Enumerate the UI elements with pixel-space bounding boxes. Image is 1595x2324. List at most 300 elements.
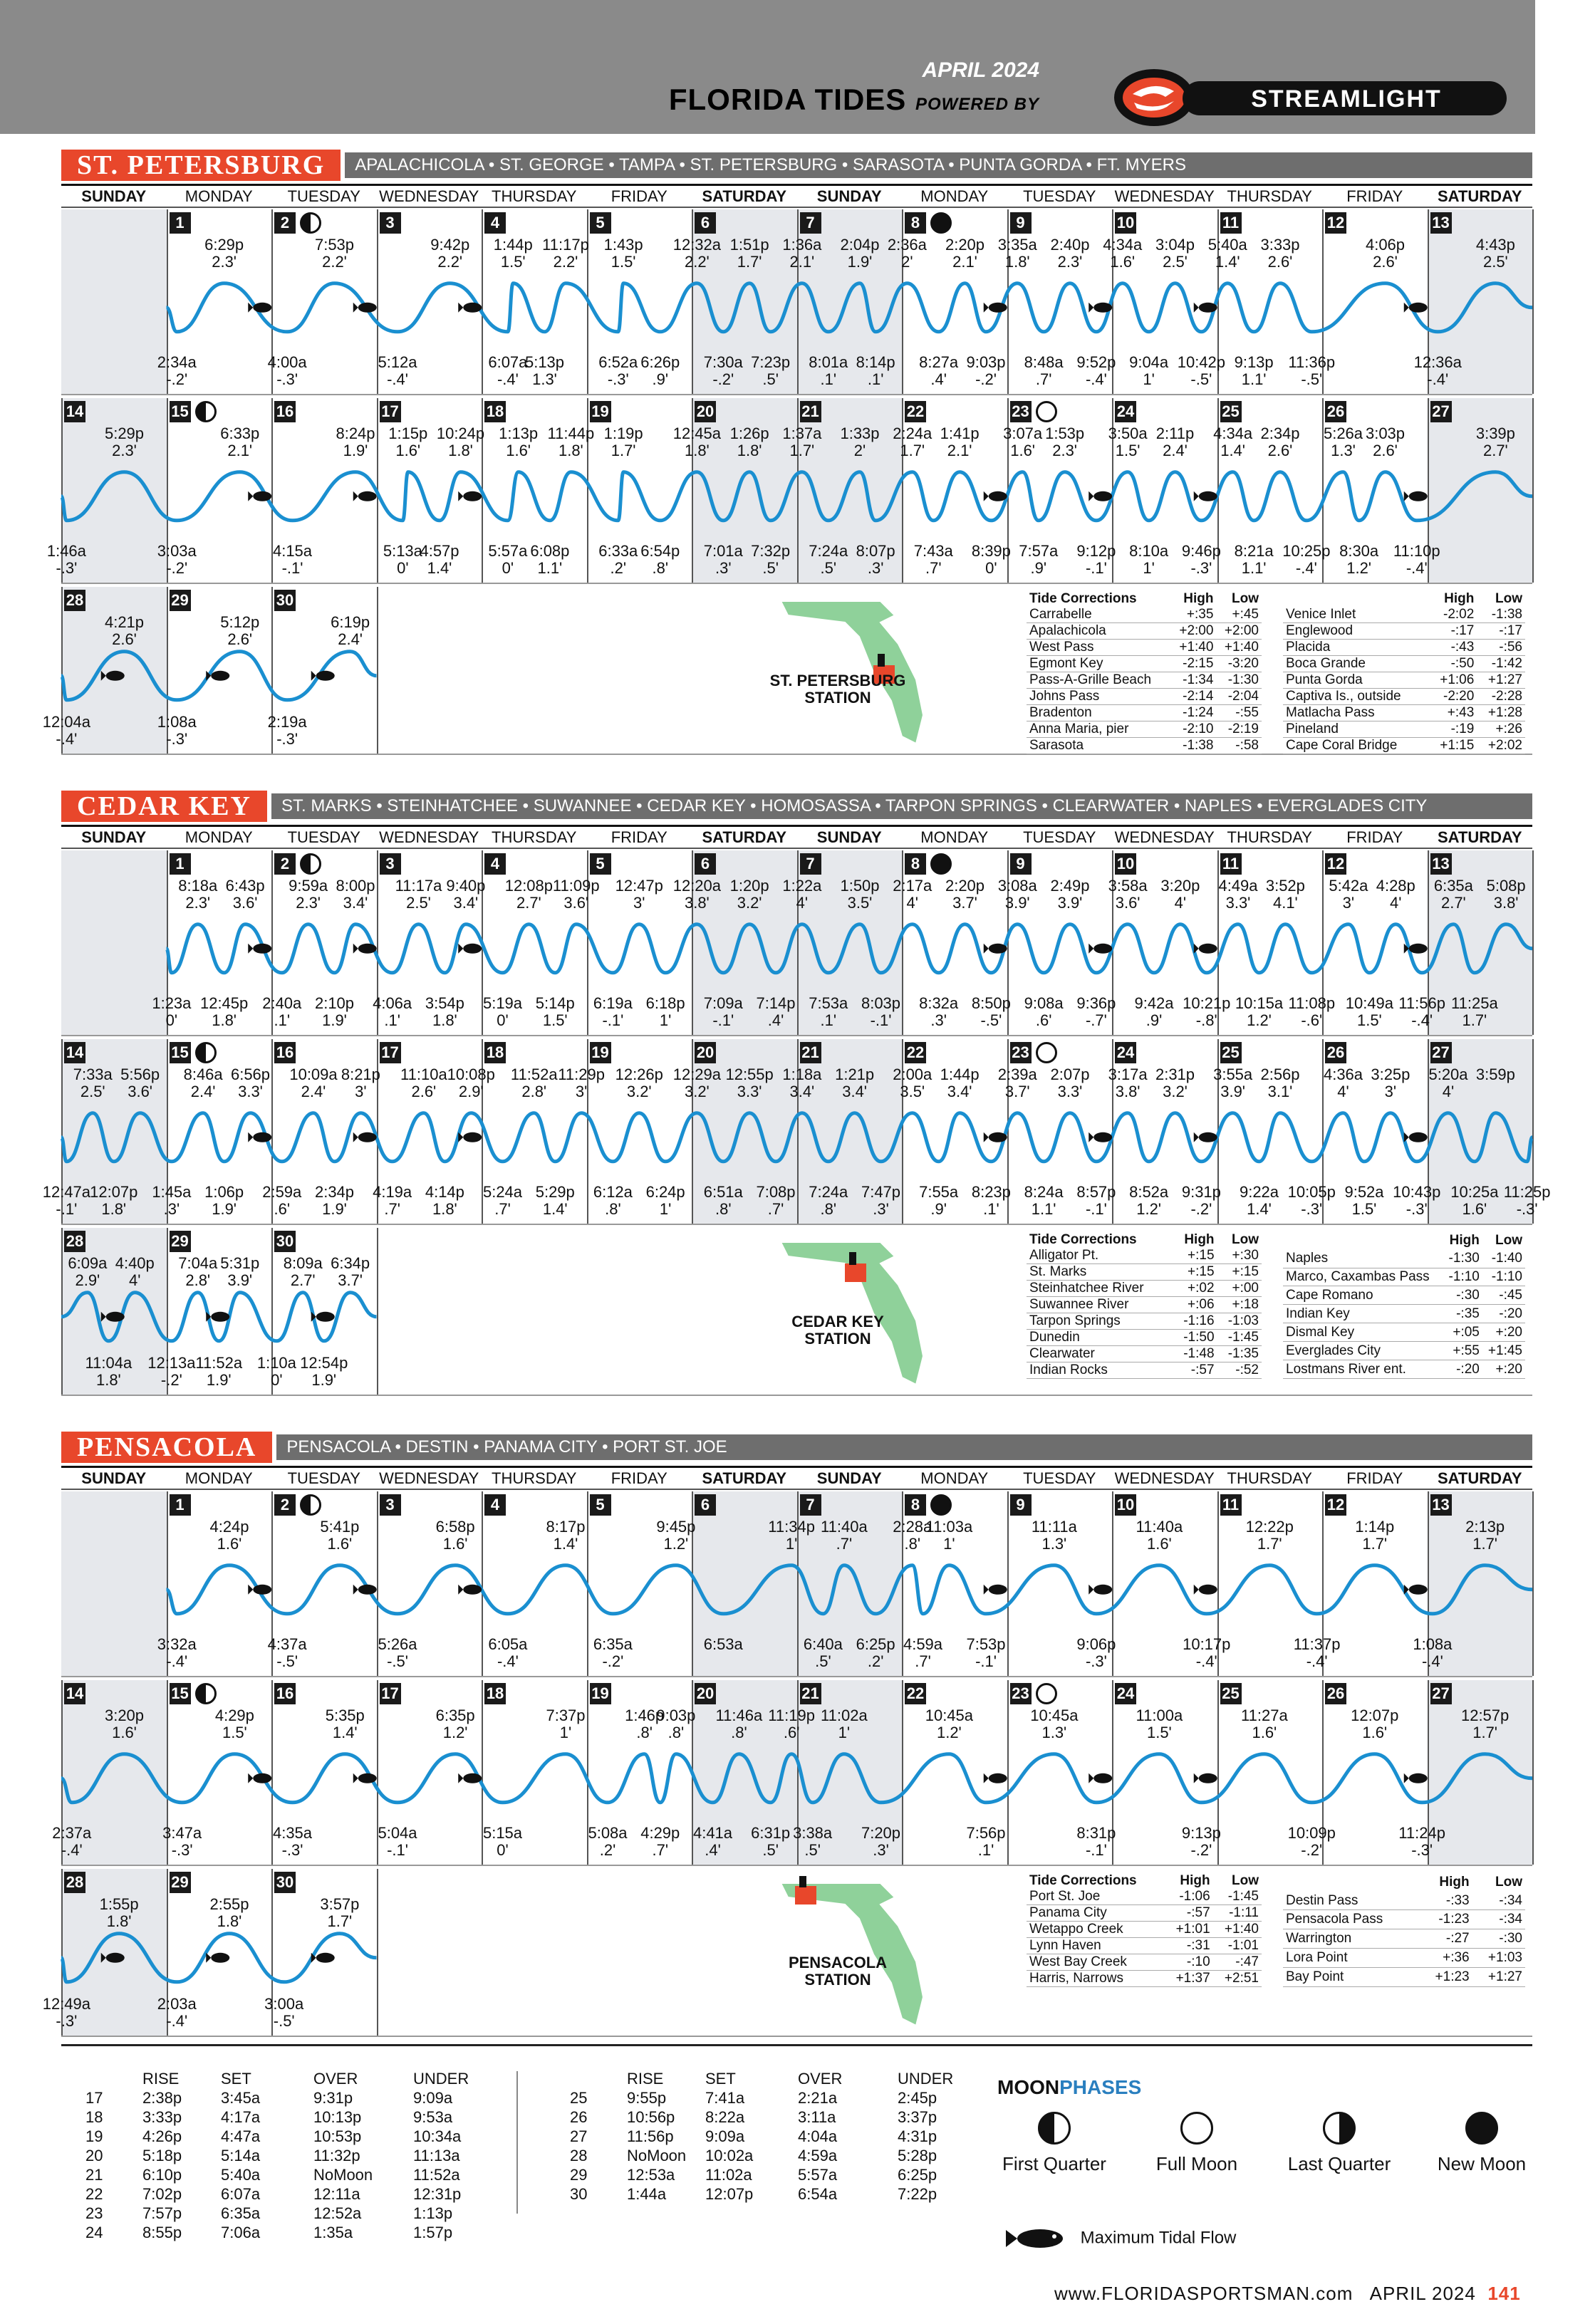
- high-tide-label: 3:52p 4.1': [1265, 877, 1305, 912]
- fish-icon: [353, 1585, 377, 1595]
- bottom-rule: [61, 2044, 1532, 2046]
- corrections-row: [1027, 640, 1262, 656]
- day-number: 11: [1220, 1494, 1242, 1516]
- day-name-thursday: THURSDAY: [492, 828, 577, 846]
- fish-body: [211, 1312, 229, 1322]
- high-correction: +1:06: [1429, 672, 1477, 689]
- moon-table-time: 9:31p: [313, 2089, 353, 2107]
- day-number: 8: [905, 1494, 926, 1516]
- moon-table-time: 11:56p: [627, 2127, 674, 2145]
- corrections-header-cell: High: [1439, 1874, 1470, 1890]
- corrections-right: [1283, 1232, 1525, 1379]
- high-tide-label: 12:20a 3.8': [672, 877, 722, 912]
- day-number: 20: [695, 1042, 716, 1063]
- moon-table-header: RISE: [142, 2070, 180, 2088]
- low-tide-label: 6:53a: [703, 1635, 743, 1653]
- moon-table-day: 20: [85, 2147, 103, 2164]
- powered-by: POWERED BY: [915, 95, 1039, 114]
- high-correction: +:06: [1173, 1297, 1217, 1313]
- station-marker: [878, 654, 885, 667]
- high-tide-label: 10:24p 1.8': [436, 424, 485, 459]
- day-number: 21: [800, 1683, 821, 1704]
- fish-tail: [984, 491, 989, 501]
- fish-icon: [353, 1773, 377, 1783]
- fish-tail: [1194, 1773, 1199, 1783]
- day-number: 19: [590, 1683, 611, 1704]
- day-name-saturday: SATURDAY: [702, 828, 787, 846]
- fish-icon: [984, 944, 1007, 954]
- day-divider: [902, 1680, 903, 1865]
- cedar-key-section-header: [61, 791, 1532, 822]
- corrections-row: [1283, 738, 1525, 754]
- high-tide-label: 5:40a 1.4': [1207, 236, 1247, 271]
- high-correction: -1:24: [1171, 705, 1217, 721]
- fish-icon: [1194, 1132, 1217, 1142]
- day-number: 18: [484, 1042, 506, 1063]
- high-tide-label: 1:43p 1.5': [603, 236, 643, 271]
- location-name: West Pass: [1027, 640, 1171, 656]
- high-tide-label: 1:14p 1.7': [1355, 1518, 1395, 1553]
- high-correction: +:05: [1443, 1323, 1482, 1342]
- day-number: 6: [695, 853, 716, 875]
- low-tide-label: 6:05a -.4': [488, 1635, 528, 1670]
- moon-table-time: 11:13a: [413, 2147, 460, 2164]
- fish-body: [253, 1585, 271, 1595]
- low-tide-label: 6:25p .2': [856, 1635, 895, 1670]
- fish-tail: [311, 671, 316, 681]
- low-correction: -1:40: [1482, 1250, 1525, 1268]
- moon-table-time: 10:56p: [627, 2108, 675, 2126]
- logo-text: STREAMLIGHT: [1251, 85, 1442, 113]
- corrections-row: [1283, 623, 1525, 640]
- low-tide-label: 8:39p 0': [971, 542, 1011, 577]
- high-tide-label: 3:20p 4': [1160, 877, 1200, 912]
- high-tide-label: 8:46a 2.4': [183, 1065, 223, 1100]
- day-number: 24: [1115, 1042, 1136, 1063]
- fish-body: [1093, 1773, 1112, 1783]
- high-tide-label: 11:03a 1': [925, 1518, 973, 1553]
- fish-icon: [311, 671, 335, 681]
- day-name-thursday: THURSDAY: [492, 1469, 577, 1487]
- fish-tail: [1089, 1773, 1093, 1783]
- day-number: 9: [1010, 1494, 1032, 1516]
- corrections-header-cell: High: [1180, 1873, 1210, 1888]
- low-correction: -1:11: [1213, 1905, 1262, 1922]
- day-number: 15: [170, 401, 191, 422]
- station-marker: [849, 1252, 856, 1265]
- low-correction: -:56: [1477, 640, 1525, 656]
- high-tide-label: 11:27a 1.6': [1241, 1706, 1288, 1741]
- low-tide-label: 5:08a .2': [588, 1824, 628, 1859]
- fish-body: [1199, 1132, 1217, 1142]
- footer-date: APRIL 2024: [1369, 2283, 1476, 2304]
- low-tide-label: 12:47a -.1': [42, 1183, 91, 1218]
- day-number: 25: [1220, 1683, 1242, 1704]
- day-number: 24: [1115, 1683, 1136, 1704]
- day-number: 6: [695, 212, 716, 234]
- moon-table-day: 25: [570, 2089, 588, 2107]
- day-number: 6: [695, 1494, 716, 1516]
- full-moon-legend: [1133, 2112, 1261, 2175]
- day-number: 2: [274, 212, 296, 234]
- high-correction: +:02: [1173, 1281, 1217, 1297]
- low-tide-label: 3:00a -.5': [264, 1995, 304, 2030]
- high-tide-label: 11:11a 1.3': [1031, 1518, 1077, 1553]
- day-number: 22: [905, 401, 926, 422]
- moon-table-time: 1:44a: [627, 2185, 667, 2203]
- moon-table-time: 11:32p: [313, 2147, 360, 2164]
- day-number: 10: [1115, 1494, 1136, 1516]
- moon-table-time: 4:17a: [221, 2108, 261, 2126]
- low-tide-label: 11:37p -.4': [1293, 1635, 1341, 1670]
- day-divider: [1007, 1491, 1009, 1676]
- fish-body: [316, 671, 335, 681]
- high-tide-label: 6:19p 2.4': [331, 613, 370, 648]
- moon-phases-title: [997, 2076, 1141, 2099]
- moon-table-day: 28: [570, 2147, 588, 2164]
- moon-table-time: 3:33p: [142, 2108, 182, 2126]
- high-tide-label: 2:13p 1.7': [1465, 1518, 1505, 1553]
- location-name: Apalachicola: [1027, 623, 1171, 640]
- high-correction: +:15: [1173, 1248, 1217, 1264]
- high-correction: -1:48: [1173, 1346, 1217, 1362]
- day-number: 4: [484, 1494, 506, 1516]
- day-divider: [587, 1491, 588, 1676]
- moon-table-time: 9:09a: [413, 2089, 453, 2107]
- day-name-thursday: THURSDAY: [1227, 1469, 1312, 1487]
- day-number: 30: [274, 590, 296, 611]
- high-correction: -:19: [1429, 721, 1477, 738]
- corrections-left: [1027, 591, 1262, 754]
- low-tide-label: 5:14p 1.5': [535, 994, 575, 1029]
- low-correction: -:30: [1472, 1929, 1525, 1949]
- low-tide-label: 9:12p -.1': [1076, 542, 1116, 577]
- low-tide-label: 8:07p .3': [856, 542, 895, 577]
- fish-tail: [353, 1132, 358, 1142]
- footer: [1054, 2283, 1521, 2305]
- location-name: Dismal Key: [1283, 1323, 1443, 1342]
- fish-icon: [206, 671, 229, 681]
- day-name-friday: FRIDAY: [611, 1469, 667, 1487]
- weekend-shade: [61, 209, 167, 394]
- location-name: Indian Key: [1283, 1305, 1443, 1323]
- low-tide-label: 1:45a .3': [152, 1183, 192, 1218]
- fish-tail: [248, 944, 253, 954]
- corrections-header-cell: [1283, 591, 1429, 607]
- low-correction: +:15: [1217, 1264, 1262, 1281]
- first-quarter-moon-icon: [195, 1683, 217, 1704]
- low-tide-label: 8:21a 1.1': [1234, 542, 1274, 577]
- moon-table-time: 3:37p: [898, 2108, 937, 2126]
- fish-tail: [248, 491, 253, 501]
- low-tide-label: 2:10p 1.9': [314, 994, 355, 1029]
- day-number: 2: [274, 853, 296, 875]
- low-tide-label: 6:12a .8': [593, 1183, 633, 1218]
- fish-tail: [311, 1312, 316, 1322]
- fish-tail: [1194, 491, 1199, 501]
- first-quarter-moon-icon: [195, 401, 217, 422]
- location-name: Cape Coral Bridge: [1283, 738, 1429, 754]
- low-correction: -2:28: [1477, 689, 1525, 705]
- low-tide-label: 10:25a 1.6': [1450, 1183, 1499, 1218]
- day-number: 11: [1220, 853, 1242, 875]
- high-tide-label: 4:43p 2.5': [1475, 236, 1515, 271]
- fish-body: [358, 1585, 377, 1595]
- location-name: Carrabelle: [1027, 607, 1171, 623]
- fish-icon: [248, 1585, 271, 1595]
- low-tide-label: 1:23a 0': [152, 994, 192, 1029]
- high-tide-label: 1:15p 1.6': [388, 424, 428, 459]
- high-tide-label: 8:09a 2.7': [283, 1254, 323, 1289]
- corrections-row: [1283, 689, 1525, 705]
- footer-site[interactable]: www.FLORIDASPORTSMAN.com: [1054, 2283, 1354, 2304]
- high-tide-label: 6:58p 1.6': [435, 1518, 475, 1553]
- high-tide-label: 1:13p 1.6': [499, 424, 539, 459]
- moon-table-time: 9:53a: [413, 2108, 453, 2126]
- corrections-left: [1027, 1232, 1262, 1379]
- corrections-header-cell: Low: [1495, 1874, 1522, 1890]
- high-tide-label: 11:00a 1.5': [1136, 1706, 1183, 1741]
- low-tide-label: 1:10a 0': [256, 1354, 296, 1389]
- st-petersburg-section-title: ST. PETERSBURG: [61, 150, 341, 181]
- day-name-sunday: SUNDAY: [816, 187, 882, 205]
- low-correction: -:52: [1217, 1362, 1262, 1379]
- low-tide-label: 6:07a -.4': [488, 353, 528, 388]
- high-tide-label: 11:40a .7': [821, 1518, 868, 1553]
- fish-icon: [248, 1132, 271, 1142]
- new-moon-label: New Moon: [1437, 2153, 1527, 2174]
- high-tide-label: 10:09a 2.4': [289, 1065, 338, 1100]
- day-number: 15: [170, 1042, 191, 1063]
- low-tide-label: 4:35a -.3': [272, 1824, 313, 1859]
- low-tide-label: 11:25a 1.7': [1451, 994, 1498, 1029]
- moon-table-divider: [516, 2071, 518, 2214]
- low-tide-label: 7:47p .3': [861, 1183, 901, 1218]
- location-name: St. Marks: [1027, 1264, 1173, 1281]
- high-tide-label: 12:55p 3.3': [725, 1065, 774, 1100]
- fish-tail: [1404, 1585, 1409, 1595]
- fish-body: [316, 1953, 335, 1963]
- day-number: 18: [484, 1683, 506, 1704]
- high-correction: -:33: [1419, 1892, 1472, 1910]
- corrections-row: [1283, 656, 1525, 672]
- day-divider: [1007, 1680, 1009, 1865]
- first-quarter-moon-icon: [300, 1494, 321, 1516]
- moon-table-time: 2:38p: [142, 2089, 182, 2107]
- high-tide-label: 2:49p 3.9': [1050, 877, 1090, 912]
- location-name: Lynn Haven: [1027, 1938, 1164, 1954]
- fish-body: [463, 1585, 482, 1595]
- fish-tail: [458, 944, 463, 954]
- moon-table-day: 30: [570, 2185, 588, 2203]
- high-tide-label: 12:57p 1.7': [1460, 1706, 1510, 1741]
- corrections-header-row: [1027, 1232, 1262, 1248]
- location-name: Alligator Pt.: [1027, 1248, 1173, 1264]
- high-tide-label: 2:20p 2.1': [945, 236, 985, 271]
- day-number: 28: [64, 1872, 85, 1893]
- corrections-row: [1283, 1305, 1525, 1323]
- moon-table-header: UNDER: [413, 2070, 469, 2088]
- location-name: Marco, Caxambas Pass: [1283, 1268, 1443, 1286]
- fish-body: [1093, 491, 1112, 501]
- day-name-tuesday: TUESDAY: [287, 1469, 360, 1487]
- low-tide-label: 10:21p -.8': [1183, 994, 1231, 1029]
- new-moon-icon: [1465, 2112, 1498, 2145]
- low-tide-label: 6:35a -.2': [593, 1635, 633, 1670]
- max-tidal-flow-legend: [1004, 2226, 1236, 2251]
- low-tide-label: 9:22a 1.4': [1239, 1183, 1279, 1218]
- low-tide-label: 2:34a -.2': [157, 353, 197, 388]
- corrections-header-cell: Low: [1232, 1232, 1259, 1247]
- day-name-saturday: SATURDAY: [1437, 828, 1522, 846]
- high-tide-label: 5:41p 1.6': [320, 1518, 360, 1553]
- low-tide-label: 8:01a .1': [809, 353, 848, 388]
- high-correction: +1:37: [1164, 1971, 1212, 1987]
- high-tide-label: 1:33p 2': [840, 424, 880, 459]
- high-tide-label: 9:59a 2.3': [289, 877, 328, 912]
- high-tide-label: 3:58a 3.6': [1108, 877, 1148, 912]
- day-number: 14: [64, 401, 85, 422]
- high-tide-label: 2:56p 3.1': [1260, 1065, 1300, 1100]
- moon-table-time: 1:57p: [413, 2224, 453, 2241]
- fish-tail: [458, 1585, 463, 1595]
- last-quarter-label: Last Quarter: [1287, 2153, 1391, 2174]
- day-number: 16: [274, 401, 296, 422]
- corrections-row: [1027, 1297, 1262, 1313]
- corrections-row: [1027, 1330, 1262, 1346]
- low-tide-label: 6:31p .5': [751, 1824, 791, 1859]
- day-number: 20: [695, 1683, 716, 1704]
- low-correction: +:45: [1216, 607, 1262, 623]
- low-correction: +1:40: [1213, 1922, 1262, 1938]
- location-name: Englewood: [1283, 623, 1429, 640]
- day-name-wednesday: WEDNESDAY: [1114, 187, 1215, 205]
- high-tide-label: 11:46a .8': [715, 1706, 763, 1741]
- fish-tail: [248, 1132, 253, 1142]
- high-correction: -:57: [1164, 1905, 1212, 1922]
- fish-tail: [984, 303, 989, 313]
- high-tide-label: 1:53p 2.3': [1045, 424, 1085, 459]
- location-name: Captiva Is., outside: [1283, 689, 1429, 705]
- high-correction: +:15: [1173, 1264, 1217, 1281]
- low-tide-label: 4:19a .7': [373, 1183, 412, 1218]
- fish-icon: [458, 1132, 482, 1142]
- full-moon-label: Full Moon: [1155, 2153, 1238, 2174]
- low-tide-label: 8:03p -.1': [861, 994, 901, 1029]
- low-tide-label: 7:56p .1': [966, 1824, 1006, 1859]
- high-correction: +:43: [1429, 705, 1477, 721]
- cedar-key-station-label: CEDAR KEY STATION: [791, 1313, 884, 1348]
- pensacola-section-title: PENSACOLA: [61, 1432, 272, 1463]
- low-tide-label: 10:05p -.3': [1287, 1183, 1336, 1218]
- high-tide-label: 3:20p 1.6': [104, 1706, 145, 1741]
- fish-icon: [1089, 1773, 1112, 1783]
- day-name-monday: MONDAY: [185, 187, 253, 205]
- fish-body: [1409, 944, 1428, 954]
- fish-body: [989, 1585, 1007, 1595]
- high-tide-label: 8:24p 1.9': [336, 424, 375, 459]
- low-correction: -:17: [1477, 623, 1525, 640]
- fish-tail: [1404, 303, 1409, 313]
- station-region: [795, 1886, 816, 1904]
- moon-table-time: 10:13p: [313, 2108, 362, 2126]
- low-tide-label: 12:36a -.4': [1413, 353, 1462, 388]
- low-correction: +:20: [1482, 1323, 1525, 1342]
- corrections-row: [1283, 672, 1525, 689]
- high-tide-label: 3:57p 1.7': [320, 1895, 360, 1930]
- fish-tail: [458, 303, 463, 313]
- low-tide-label: 7:09a -.1': [703, 994, 743, 1029]
- fish-icon: [1089, 1132, 1112, 1142]
- header-title: [669, 83, 1039, 117]
- high-tide-label: 1:36a 2.1': [782, 236, 822, 271]
- fish-body: [1199, 1773, 1217, 1783]
- location-name: Everglades City: [1283, 1342, 1443, 1360]
- low-correction: -3:20: [1216, 656, 1262, 672]
- high-tide-label: 1:37a 1.7': [782, 424, 822, 459]
- high-correction: +:55: [1443, 1342, 1482, 1360]
- streamlight-logo: [1111, 66, 1510, 130]
- high-tide-label: 5:26a 1.3': [1323, 424, 1363, 459]
- fish-icon: [458, 1585, 482, 1595]
- high-tide-label: 8:17p 1.4': [546, 1518, 586, 1553]
- day-number: 5: [590, 1494, 611, 1516]
- low-tide-label: 5:24a .7': [482, 1183, 523, 1218]
- station-region: [845, 1263, 866, 1282]
- corrections-header-cell: High: [1444, 591, 1475, 606]
- corrections-header-row: [1283, 1873, 1525, 1892]
- fish-tail: [206, 671, 211, 681]
- location-name: Punta Gorda: [1283, 672, 1429, 689]
- low-tide-label: 3:32a -.4': [157, 1635, 197, 1670]
- low-correction: -1:30: [1216, 672, 1262, 689]
- location-name: Johns Pass: [1027, 689, 1171, 705]
- low-tide-label: 1:08a -.4': [1413, 1635, 1453, 1670]
- low-tide-label: 7:53a .1': [809, 994, 848, 1029]
- high-tide-label: 11:34p 1': [768, 1518, 815, 1553]
- moon-table-time: 7:57p: [142, 2204, 182, 2222]
- low-tide-label: 10:17p -.4': [1183, 1635, 1231, 1670]
- high-tide-label: 11:17a 2.5': [395, 877, 442, 912]
- moon-table-header: SET: [221, 2070, 251, 2088]
- day-name-saturday: SATURDAY: [1437, 1469, 1522, 1487]
- high-tide-label: 2:11p 2.4': [1155, 424, 1195, 459]
- row-divider: [61, 1035, 1532, 1036]
- moon-table-time: 6:35a: [221, 2204, 261, 2222]
- fish-body: [358, 491, 377, 501]
- corrections-row: [1027, 1248, 1262, 1264]
- corrections-header-row: [1027, 591, 1262, 607]
- fish-body: [1409, 1773, 1428, 1783]
- day-number: 28: [64, 1231, 85, 1252]
- low-tide-label: 8:48a .7': [1024, 353, 1064, 388]
- fish-tail: [353, 491, 358, 501]
- low-tide-label: 7:08p .7': [756, 1183, 796, 1218]
- row-divider: [61, 394, 1532, 395]
- location-name: Lora Point: [1283, 1949, 1419, 1968]
- corrections-left: [1027, 1873, 1262, 1987]
- fish-tail: [1089, 944, 1093, 954]
- low-correction: -:58: [1216, 738, 1262, 754]
- low-correction: -1:45: [1213, 1889, 1262, 1905]
- low-correction: +:18: [1217, 1297, 1262, 1313]
- low-tide-label: 3:38a .5': [793, 1824, 833, 1859]
- fish-tail: [353, 1585, 358, 1595]
- moon-table-time: 6:54a: [798, 2185, 838, 2203]
- moon-table-time: 12:11a: [313, 2185, 360, 2203]
- low-tide-label: 7:14p .4': [756, 994, 796, 1029]
- high-tide-label: 10:08p 2.9': [447, 1065, 495, 1100]
